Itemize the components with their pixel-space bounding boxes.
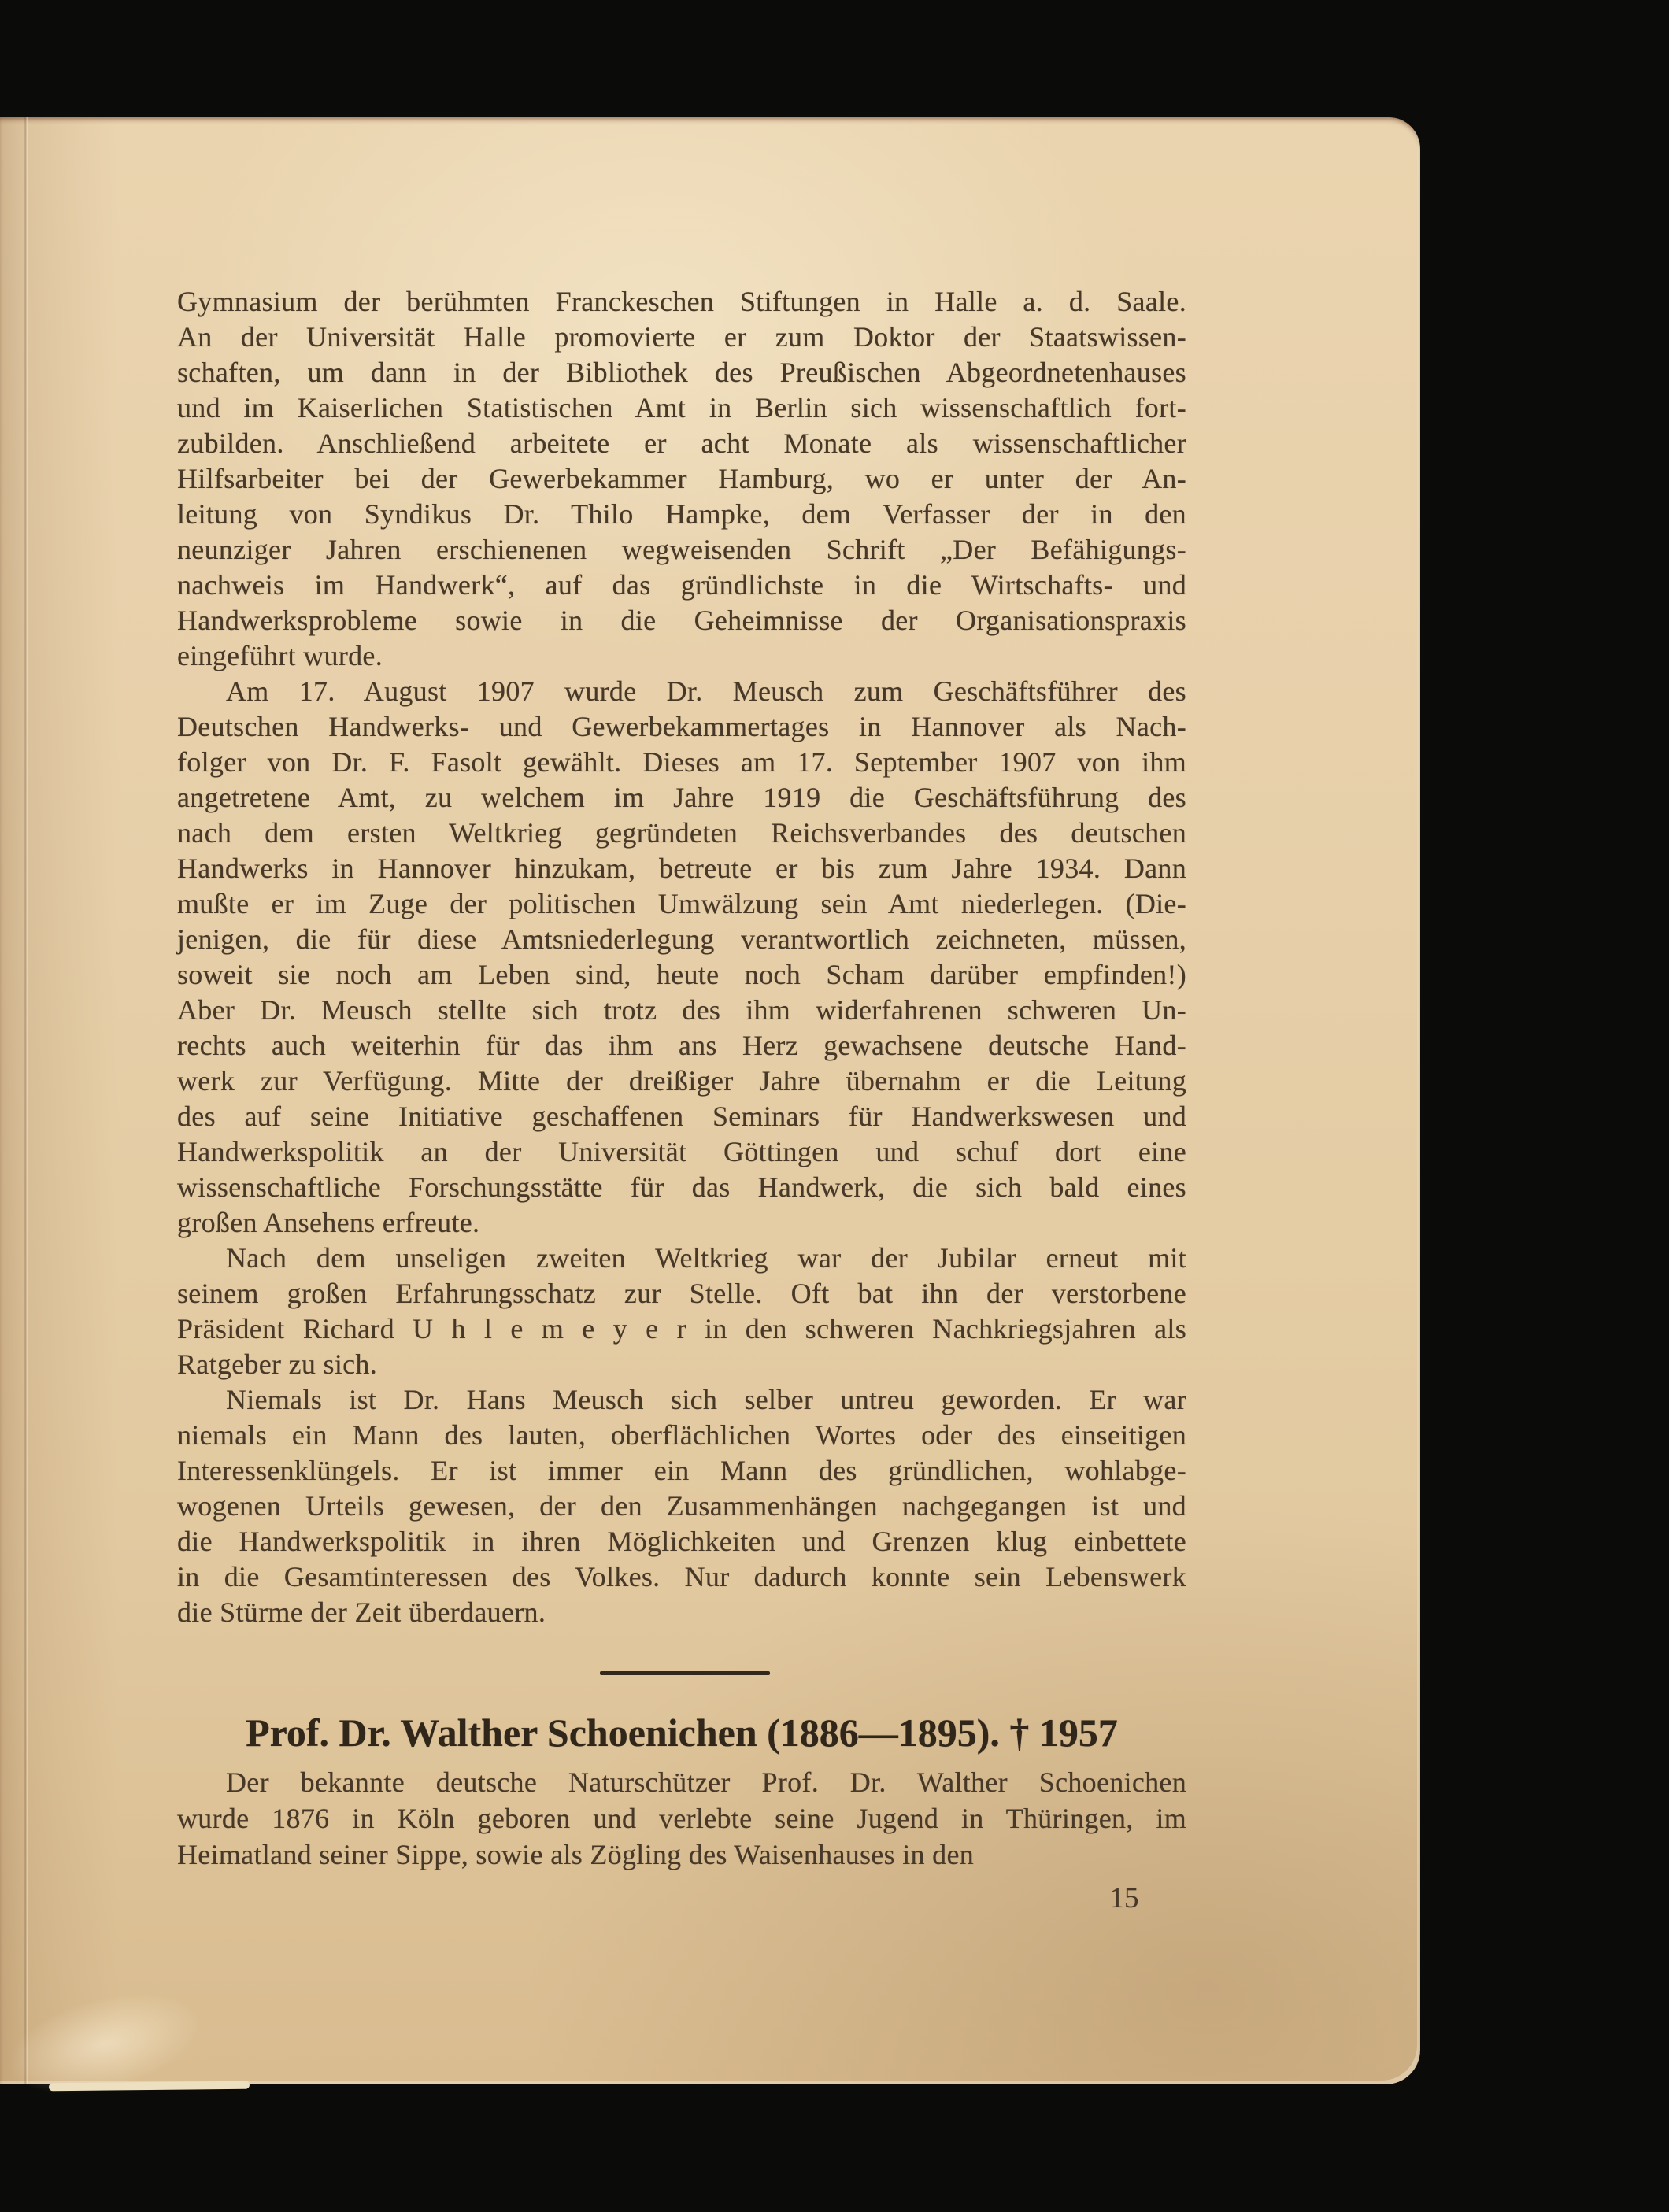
- text-line: Gymnasium der berühmten Franckeschen Stiftungen in Halle a. d. Saale.: [177, 286, 1186, 317]
- text-line: nach dem ersten Weltkrieg gegründeten Reichsverbandes des deutschen: [177, 817, 1186, 849]
- text-line: die Stürme der Zeit überdauern.: [177, 1596, 546, 1628]
- text-line: Aber Dr. Meusch stellte sich trotz des ihm widerfahrenen schweren Un-: [177, 994, 1186, 1026]
- text-line: angetretene Amt, zu welchem im Jahre 1919 die Geschäftsführung des: [177, 782, 1186, 813]
- text-line: leitung von Syndikus Dr. Thilo Hampke, dem Verfasser der in den: [177, 498, 1186, 530]
- text-line: Niemals ist Dr. Hans Meusch sich selber untreu geworden. Er war: [226, 1384, 1186, 1415]
- text-line: die Handwerkspolitik in ihren Möglichkeiten und Grenzen klug einbettete: [177, 1526, 1186, 1557]
- text-line: rechts auch weiterhin für das ihm ans Herz gewachsene deutsche Hand-: [177, 1030, 1186, 1061]
- book-page: [0, 117, 1420, 2084]
- text-line: des auf seine Initiative geschaffenen Seminars für Handwerkswesen und: [177, 1100, 1186, 1132]
- text-line: zubilden. Anschließend arbeitete er acht Monate als wissenschaftlicher: [177, 427, 1186, 459]
- text-line: Handwerks in Hannover hinzukam, betreute er bis zum Jahre 1934. Dann: [177, 853, 1186, 884]
- text-line: Hilfsarbeiter bei der Gewerbekammer Hamburg, wo er unter der An-: [177, 463, 1186, 494]
- text-line: wurde 1876 in Köln geboren und verlebte seine Jugend in Thüringen, im: [177, 1803, 1186, 1834]
- text-line: soweit sie noch am Leben sind, heute noch Scham darüber empfinden!): [177, 959, 1186, 990]
- text-line: folger von Dr. F. Fasolt gewählt. Dieses am 17. September 1907 von ihm: [177, 746, 1186, 778]
- text-line: werk zur Verfügung. Mitte der dreißiger Jahre übernahm er die Leitung: [177, 1065, 1186, 1097]
- text-line: nachweis im Handwerk“, auf das gründlichste in die Wirtschafts- und: [177, 569, 1186, 601]
- text-line: großen Ansehens erfreute.: [177, 1207, 480, 1238]
- section-text: [177, 1764, 1186, 1873]
- text-line: und im Kaiserlichen Statistischen Amt in Berlin sich wissenschaftlich fort-: [177, 392, 1186, 424]
- text-line: niemals ein Mann des lauten, oberflächlichen Wortes oder des einseitigen: [177, 1419, 1186, 1451]
- under-page-edge: [49, 2081, 250, 2092]
- text-line: Handwerksprobleme sowie in die Geheimnisse der Organisationspraxis: [177, 605, 1186, 636]
- text-line: eingeführt wurde.: [177, 640, 383, 671]
- bottom-left-fold-highlight: [0, 1976, 211, 2111]
- text-line: mußte er im Zuge der politischen Umwälzung sein Amt niederlegen. (Die-: [177, 888, 1186, 919]
- text-line: in die Gesamtinteressen des Volkes. Nur dadurch konnte sein Lebenswerk: [177, 1561, 1186, 1592]
- text-line: wogenen Urteils gewesen, der den Zusammenhängen nachgegangen ist und: [177, 1490, 1186, 1522]
- page-number: 15: [1109, 1882, 1139, 1914]
- text-line: Am 17. August 1907 wurde Dr. Meusch zum Geschäftsführer des: [226, 675, 1186, 707]
- gutter-crease: [24, 117, 28, 2084]
- text-line: neunziger Jahren erschienenen wegweisenden Schrift „Der Befähigungs-: [177, 534, 1186, 565]
- body-text: [177, 284, 1186, 1630]
- text-line: Ratgeber zu sich.: [177, 1348, 378, 1380]
- text-line: Heimatland seiner Sippe, sowie als Zögling des Waisenhauses in den: [177, 1839, 975, 1870]
- text-line: Interessenklüngels. Er ist immer ein Mann des gründlichen, wohlabge-: [177, 1455, 1186, 1486]
- section-heading: Prof. Dr. Walther Schoenichen (1886—1895). † 1957: [246, 1711, 1118, 1755]
- text-line: Präsident Richard U h l e m e y e r in den schweren Nachkriegsjahren als: [177, 1313, 1186, 1345]
- text-line: jenigen, die für diese Amtsniederlegung verantwortlich zeichneten, müssen,: [177, 923, 1186, 955]
- text-line: seinem großen Erfahrungsschatz zur Stelle. Oft bat ihn der verstorbene: [177, 1278, 1186, 1309]
- text-line: An der Universität Halle promovierte er zum Doktor der Staatswissen-: [177, 321, 1186, 353]
- text-line: schaften, um dann in der Bibliothek des Preußischen Abgeordnetenhauses: [177, 357, 1186, 388]
- text-line: Der bekannte deutsche Naturschützer Prof. Dr. Walther Schoenichen: [226, 1766, 1186, 1798]
- text-line: wissenschaftliche Forschungsstätte für das Handwerk, die sich bald eines: [177, 1171, 1186, 1203]
- text-line: Nach dem unseligen zweiten Weltkrieg war der Jubilar erneut mit: [226, 1242, 1186, 1274]
- text-line: Deutschen Handwerks- und Gewerbekammertages in Hannover als Nach-: [177, 711, 1186, 742]
- section-divider: [600, 1671, 770, 1675]
- text-line: Handwerkspolitik an der Universität Göttingen und schuf dort eine: [177, 1136, 1186, 1167]
